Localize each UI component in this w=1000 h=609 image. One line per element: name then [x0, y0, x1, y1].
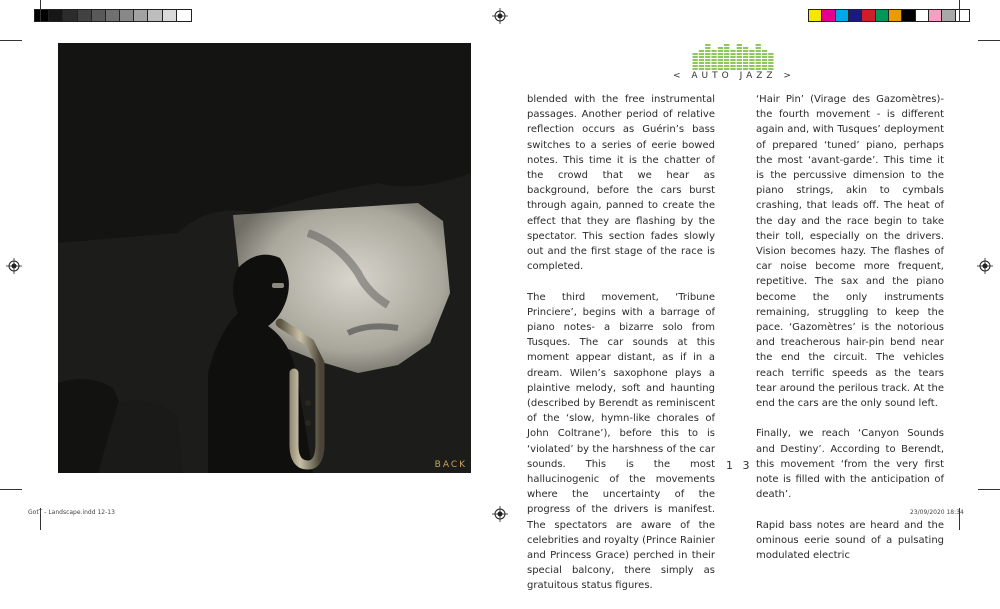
- registration-mark-left: [6, 258, 22, 274]
- logo-bar-segment: [699, 56, 704, 58]
- calibration-swatch: [92, 10, 106, 21]
- logo-bar-segment: [749, 53, 754, 55]
- calibration-swatch: [942, 10, 955, 21]
- logo-bar-segment: [768, 53, 773, 55]
- paragraph: ‘Hair Pin’ (Virage des Gazomètres)- the fourth movement - is different again and, with Tusques’ deployment of prepared ‘tuned’ piano, perhaps the most ‘avant-garde’. This time it is the percussive dimension to the piano strings, akin to cymbals crashing, that leads off. The heat of the day and the race begin to take their toll, especially on the drivers. Vision becomes hazy. The flashes of car noise become more frequent, repetitive. The sax and the piano become the only instruments remaining, struggling to keep the pace. ‘Gazomètres’ is the notorious and treacherous hair-pin bend near the end the circuit. The vehicles reach terrific speeds as the tears tear around the perilous track. At the end the cars are the only sound left.: [756, 94, 944, 410]
- calibration-swatch: [916, 10, 929, 21]
- logo-bar-segment: [749, 68, 754, 70]
- slug-timestamp: 23/09/2020 18:34: [910, 509, 964, 516]
- logo-bar-segment: [699, 53, 704, 55]
- logo-bar-segment: [705, 50, 710, 52]
- paragraph: blended with the free instrumental passages. Another period of relative reflection occurs as Guérin’s bass switches to a series of eerie bowed notes. This time it is the chatter of the crowd that we hear as background, before the cars burst through again, panned to create the effect that they are flashing by the spectator. This section fades slowly out and the first stage of the race is completed.: [527, 94, 715, 273]
- auto-jazz-logo-icon: [692, 42, 774, 70]
- logo-bar-segment: [699, 62, 704, 64]
- logo-bar-segment: [768, 65, 773, 67]
- logo-bar-segment: [743, 68, 748, 70]
- logo-bar-segment: [737, 44, 742, 46]
- logo-bar-segment: [711, 68, 716, 70]
- crop-mark: [978, 40, 1000, 41]
- logo-bar-segment: [724, 65, 729, 67]
- logo-bar-segment: [743, 47, 748, 49]
- calibration-swatch: [889, 10, 902, 21]
- calibration-swatch: [902, 10, 915, 21]
- logo-bar-segment: [743, 65, 748, 67]
- logo-bar-segment: [756, 50, 761, 52]
- logo-bar-segment: [724, 68, 729, 70]
- logo-bar-segment: [724, 47, 729, 49]
- logo-bar-segment: [749, 56, 754, 58]
- logo-bar-segment: [711, 62, 716, 64]
- logo-bar-segment: [724, 62, 729, 64]
- logo-bar-segment: [705, 56, 710, 58]
- paragraph: Rapid bass notes are heard and the ominous eerie sound of a pulsating modulated electric: [756, 519, 944, 562]
- text-column-left: [527, 92, 715, 609]
- grayscale-calibration-bar: [34, 9, 192, 22]
- logo-bar-segment: [762, 59, 767, 61]
- slug-file-name: GotT - Landscape.indd 12-13: [28, 509, 115, 516]
- text-column-right: [756, 92, 944, 578]
- logo-bar-segment: [705, 53, 710, 55]
- logo-bar-segment: [737, 50, 742, 52]
- logo-bar-segment: [762, 56, 767, 58]
- logo-bar-segment: [743, 50, 748, 52]
- calibration-swatch: [106, 10, 120, 21]
- logo-bar-segment: [768, 59, 773, 61]
- logo-bar-segment: [693, 62, 698, 64]
- logo-bar-segment: [693, 65, 698, 67]
- logo-bar-segment: [705, 68, 710, 70]
- crop-mark: [0, 489, 22, 490]
- calibration-swatch: [862, 10, 875, 21]
- logo-bar-segment: [730, 68, 735, 70]
- logo-bar-segment: [718, 59, 723, 61]
- logo-bar-segment: [724, 56, 729, 58]
- crop-mark: [959, 0, 960, 22]
- logo-bar-segment: [737, 68, 742, 70]
- logo-bar-segment: [718, 62, 723, 64]
- logo-bar-segment: [737, 56, 742, 58]
- calibration-swatch: [63, 10, 77, 21]
- logo-bar-segment: [756, 62, 761, 64]
- logo-bar-segment: [768, 62, 773, 64]
- logo-bar-segment: [705, 65, 710, 67]
- calibration-swatch: [177, 10, 191, 21]
- logo-bar-segment: [768, 56, 773, 58]
- logo-bar-segment: [743, 56, 748, 58]
- calibration-swatch: [849, 10, 862, 21]
- calibration-swatch: [836, 10, 849, 21]
- logo-bar-segment: [762, 68, 767, 70]
- logo-bar-segment: [737, 59, 742, 61]
- logo-bar-segment: [730, 50, 735, 52]
- logo-bar-segment: [711, 65, 716, 67]
- logo-bar-segment: [693, 53, 698, 55]
- logo-bar-segment: [756, 56, 761, 58]
- calibration-swatch: [163, 10, 177, 21]
- logo-bar-segment: [711, 59, 716, 61]
- logo-bar-segment: [699, 68, 704, 70]
- logo-bar-segment: [693, 56, 698, 58]
- logo-bar-segment: [699, 59, 704, 61]
- color-calibration-bar: [808, 9, 970, 22]
- logo-bar-segment: [699, 50, 704, 52]
- saxophonist-photo: [58, 43, 471, 473]
- logo-bar-segment: [705, 59, 710, 61]
- calibration-swatch: [134, 10, 148, 21]
- calibration-swatch: [35, 10, 49, 21]
- crop-mark: [40, 0, 41, 22]
- logo-text: < AUTO JAZZ >: [673, 71, 795, 81]
- logo-bar-segment: [705, 44, 710, 46]
- logo-bar-segment: [724, 59, 729, 61]
- logo-bar-segment: [749, 62, 754, 64]
- calibration-swatch: [148, 10, 162, 21]
- logo-bar-segment: [705, 62, 710, 64]
- logo-bar-segment: [724, 53, 729, 55]
- logo-bar-segment: [730, 53, 735, 55]
- logo-bar-segment: [762, 65, 767, 67]
- calibration-swatch: [876, 10, 889, 21]
- logo-bar-segment: [718, 47, 723, 49]
- logo-bar-segment: [711, 53, 716, 55]
- logo-bar-segment: [724, 44, 729, 46]
- logo-bar-segment: [756, 59, 761, 61]
- calibration-swatch: [809, 10, 822, 21]
- logo-bar-segment: [743, 59, 748, 61]
- calibration-swatch: [956, 10, 969, 21]
- logo-bar-segment: [762, 50, 767, 52]
- logo-bar-segment: [718, 53, 723, 55]
- logo-bar-segment: [737, 65, 742, 67]
- logo-bar-segment: [705, 47, 710, 49]
- logo-bar-segment: [756, 44, 761, 46]
- logo-bar-segment: [718, 50, 723, 52]
- logo-bar-segment: [737, 53, 742, 55]
- logo-bar-segment: [768, 68, 773, 70]
- paragraph: The third movement, ‘Tribune Princiere’, begins with a barrage of piano notes- a bizarre solo from Tusques. The car sounds at this moment appear distant, as if in a dream. Wilen’s saxophone plays a plaintive melody, soft and haunting (described by Berendt as reminiscent of the ‘slow, hymn-like chorales of John Coltrane’), before this to is ‘violated’ by the harshness of the car sounds. This is the most hallucinogenic of the movements where the uncertainty of the progress of the drivers is manifest. The spectators are aware of the celebrities and royalty (Prince Rainier and Princess Grace) perched in their special balcony, there simply as gratuitous status figures.: [527, 291, 715, 592]
- page-number: 1 3: [726, 459, 753, 472]
- logo-bar-segment: [743, 53, 748, 55]
- logo-bar-segment: [756, 53, 761, 55]
- calibration-swatch: [78, 10, 92, 21]
- logo-bar-segment: [730, 56, 735, 58]
- logo-bar-segment: [718, 56, 723, 58]
- logo-bar-segment: [749, 59, 754, 61]
- logo-bar-segment: [699, 65, 704, 67]
- logo-bar-segment: [730, 59, 735, 61]
- crop-mark: [978, 489, 1000, 490]
- logo-bar-segment: [730, 65, 735, 67]
- logo-bar-segment: [711, 56, 716, 58]
- logo-bar-segment: [749, 65, 754, 67]
- logo-bar-segment: [693, 59, 698, 61]
- back-label: BACK: [434, 460, 467, 470]
- logo-bar-segment: [693, 68, 698, 70]
- crop-mark: [0, 40, 22, 41]
- logo-bar-segment: [743, 62, 748, 64]
- logo-bar-segment: [711, 50, 716, 52]
- logo-bar-segment: [737, 47, 742, 49]
- paragraph: Finally, we reach ‘Canyon Sounds and Destiny’. According to Berendt, this movement ‘from the very first note is filled with the anticipation of death’.: [756, 428, 944, 501]
- calibration-swatch: [929, 10, 942, 21]
- calibration-swatch: [120, 10, 134, 21]
- logo-bar-segment: [756, 68, 761, 70]
- logo-bar-segment: [718, 68, 723, 70]
- logo-bar-segment: [762, 53, 767, 55]
- logo-bar-segment: [724, 50, 729, 52]
- calibration-swatch: [49, 10, 63, 21]
- logo-bar-segment: [749, 50, 754, 52]
- registration-mark-top: [492, 8, 508, 24]
- logo-bar-segment: [718, 65, 723, 67]
- logo-bar-segment: [756, 47, 761, 49]
- logo-bar-segment: [737, 62, 742, 64]
- registration-mark-bottom: [492, 506, 508, 522]
- logo-bar-segment: [730, 62, 735, 64]
- logo-bar-segment: [756, 65, 761, 67]
- logo-bar-segment: [762, 62, 767, 64]
- calibration-swatch: [822, 10, 835, 21]
- registration-mark-right: [977, 258, 993, 274]
